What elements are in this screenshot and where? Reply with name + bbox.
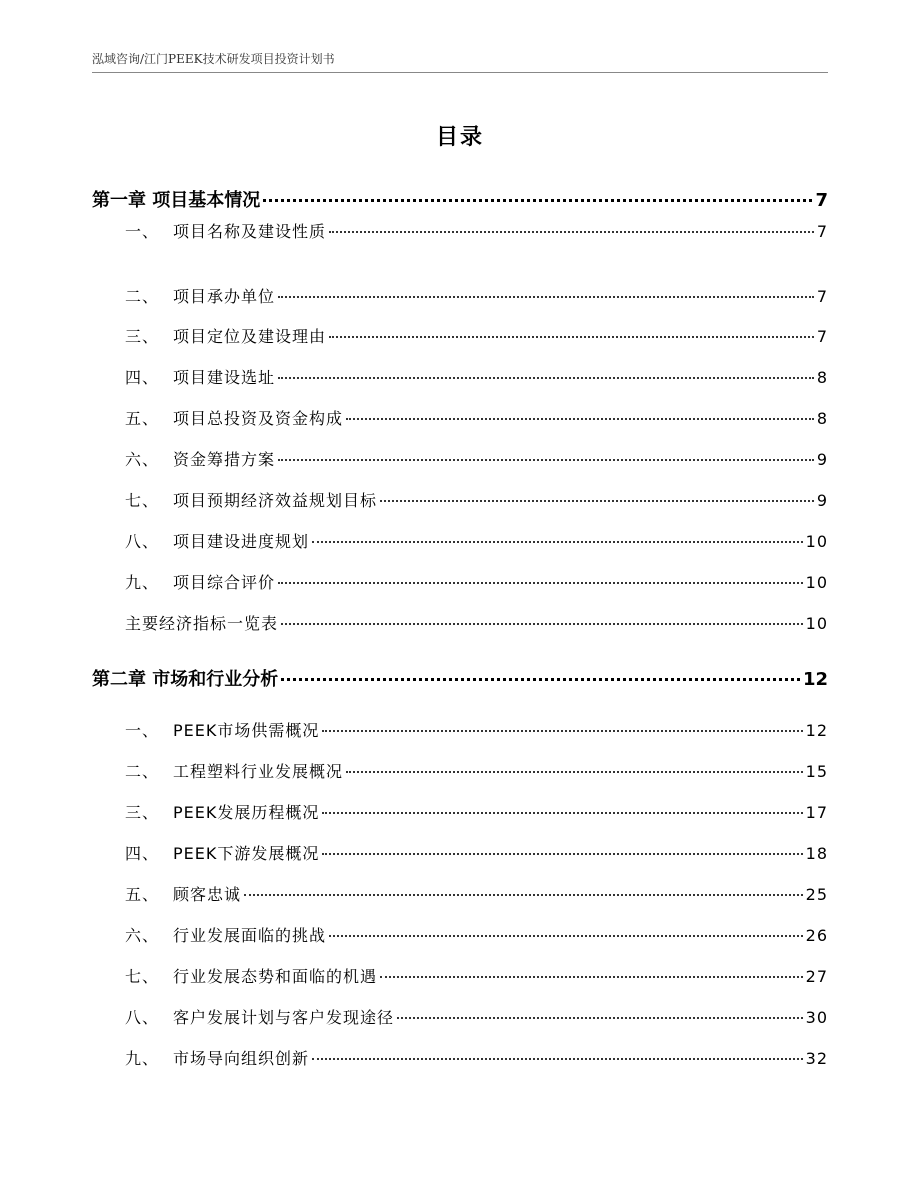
toc-section-entry[interactable] [125, 611, 828, 634]
toc-entry-label [125, 1005, 394, 1028]
toc-entry-label [125, 611, 278, 634]
toc-page-number: 17 [805, 803, 828, 822]
toc-entry-number: 一、 [125, 222, 160, 241]
toc-section-entry[interactable] [125, 447, 828, 470]
toc-entry-text: 第二章 市场和行业分析 [92, 669, 279, 690]
toc-entry-number: 九、 [125, 1049, 160, 1068]
toc-entry-number: 二、 [125, 762, 160, 781]
toc-section-entry[interactable] [125, 964, 828, 987]
toc-page-number: 15 [805, 762, 828, 781]
dot-leader [329, 231, 814, 233]
toc-entry-text: 项目综合评价 [173, 573, 276, 592]
toc-entry-number: 二、 [125, 287, 160, 306]
toc-page-number: 7 [816, 287, 828, 306]
dot-leader [322, 730, 802, 732]
toc-entry-label [125, 570, 275, 593]
toc-entry-text: 项目预期经济效益规划目标 [173, 491, 378, 510]
toc-page-number: 9 [816, 491, 828, 510]
toc-section-entry[interactable] [125, 324, 828, 347]
toc-entry-label [125, 488, 377, 511]
dot-leader [322, 812, 802, 814]
toc-entry-number: 五、 [125, 409, 160, 428]
toc-chapter-entry[interactable] [92, 186, 828, 212]
toc-section-entry[interactable] [125, 219, 828, 242]
toc-page-number: 7 [816, 222, 828, 241]
toc-page-number: 26 [805, 926, 828, 945]
toc-section-entry[interactable] [125, 570, 828, 593]
toc-page-number: 8 [816, 409, 828, 428]
toc-entry-number: 三、 [125, 327, 160, 346]
toc-entry-number: 七、 [125, 967, 160, 986]
toc-entry-number: 三、 [125, 803, 160, 822]
toc-entry-text: 主要经济指标一览表 [125, 614, 279, 633]
dot-leader [329, 935, 803, 937]
toc-section-entry[interactable] [125, 284, 828, 307]
toc-title: 目录 [435, 125, 484, 150]
dot-leader [263, 199, 812, 202]
toc-section-entry[interactable] [125, 488, 828, 511]
toc-entry-number: 七、 [125, 491, 160, 510]
toc-entry-number: 八、 [125, 1008, 160, 1027]
toc-entry-label [125, 1046, 309, 1069]
toc-section-entry[interactable] [125, 882, 828, 905]
toc-entry-number: 四、 [125, 844, 160, 863]
toc-entry-label [92, 186, 260, 212]
toc-section-entry[interactable] [125, 759, 828, 782]
toc-chapter-entry[interactable] [92, 665, 828, 691]
toc-entry-label [125, 529, 309, 552]
dot-leader [346, 771, 803, 773]
toc-section-entry[interactable] [125, 1046, 828, 1069]
toc-page-number: 7 [815, 190, 828, 211]
toc-page-number: 9 [816, 450, 828, 469]
toc-section-entry[interactable] [125, 800, 828, 823]
toc-entry-text: 项目承办单位 [173, 287, 276, 306]
toc-entry-text: PEEK市场供需概况 [173, 721, 320, 740]
toc-entry-text: 第一章 项目基本情况 [92, 190, 261, 211]
toc-entry-label [125, 800, 319, 823]
toc-page-number: 12 [802, 669, 828, 690]
toc-page-number: 25 [805, 885, 828, 904]
toc-section-entry[interactable] [125, 1005, 828, 1028]
toc-page-number: 27 [805, 967, 828, 986]
toc-entry-number: 九、 [125, 573, 160, 592]
toc-entry-text: 项目建设进度规划 [173, 532, 310, 551]
toc-entry-text: 工程塑料行业发展概况 [173, 762, 344, 781]
toc-page-number: 18 [805, 844, 828, 863]
toc-section-entry[interactable] [125, 529, 828, 552]
toc-entry-label [125, 406, 343, 429]
toc-entry-label [92, 665, 278, 691]
toc-page-number: 10 [805, 573, 828, 592]
toc-entry-text: PEEK下游发展概况 [173, 844, 320, 863]
toc-entry-text: PEEK发展历程概况 [173, 803, 320, 822]
toc-entry-text: 项目名称及建设性质 [173, 222, 327, 241]
toc-entry-number: 四、 [125, 368, 160, 387]
toc-section-entry[interactable] [125, 841, 828, 864]
dot-leader [281, 623, 803, 625]
toc-entry-label [125, 882, 241, 905]
dot-leader [281, 678, 800, 681]
toc-entry-text: 项目定位及建设理由 [173, 327, 327, 346]
toc-entry-text: 客户发展计划与客户发现途径 [173, 1008, 395, 1027]
toc-entry-text: 项目总投资及资金构成 [173, 409, 344, 428]
toc-entry-label [125, 365, 275, 388]
toc-page-number: 7 [816, 327, 828, 346]
toc-entry-text: 顾客忠诚 [173, 885, 242, 904]
toc-entry-label [125, 284, 275, 307]
toc-entry-number: 一、 [125, 721, 160, 740]
toc-section-entry[interactable] [125, 365, 828, 388]
toc-entry-text: 行业发展面临的挑战 [173, 926, 327, 945]
toc-entry-text: 资金筹措方案 [173, 450, 276, 469]
dot-leader [397, 1017, 803, 1019]
toc-entry-label [125, 447, 275, 470]
dot-leader [380, 976, 803, 978]
toc-page-number: 30 [805, 1008, 828, 1027]
dot-leader [244, 894, 803, 896]
dot-leader [312, 541, 803, 543]
dot-leader [329, 336, 814, 338]
toc-entry-text: 行业发展态势和面临的机遇 [173, 967, 378, 986]
dot-leader [322, 853, 802, 855]
toc-entry-label [125, 964, 377, 987]
toc-section-entry[interactable] [125, 923, 828, 946]
toc-entry-text: 项目建设选址 [173, 368, 276, 387]
toc-entry-text: 市场导向组织创新 [173, 1049, 310, 1068]
toc-page-number: 32 [805, 1049, 828, 1068]
dot-leader [312, 1058, 803, 1060]
dot-leader [346, 418, 814, 420]
toc-page-number: 8 [816, 368, 828, 387]
toc-entry-label [125, 324, 326, 347]
toc-entry-label [125, 923, 326, 946]
toc-entry-number: 六、 [125, 450, 160, 469]
toc-section-entry[interactable] [125, 718, 828, 741]
dot-leader [380, 500, 814, 502]
dot-leader [278, 377, 814, 379]
running-header: 泓域咨询/江门PEEK技术研发项目投资计划书 [92, 50, 828, 73]
toc-entry-number: 八、 [125, 532, 160, 551]
dot-leader [278, 296, 814, 298]
dot-leader [278, 459, 814, 461]
toc-entry-number: 六、 [125, 926, 160, 945]
toc-entry-label [125, 718, 319, 741]
toc-entry-label [125, 219, 326, 242]
toc-page-number: 12 [805, 721, 828, 740]
toc-entry-label [125, 759, 343, 782]
toc-section-entry[interactable] [125, 406, 828, 429]
toc-page-number: 10 [805, 532, 828, 551]
dot-leader [278, 582, 803, 584]
toc-entry-label [125, 841, 319, 864]
toc-entry-number: 五、 [125, 885, 160, 904]
toc-page-number: 10 [805, 614, 828, 633]
